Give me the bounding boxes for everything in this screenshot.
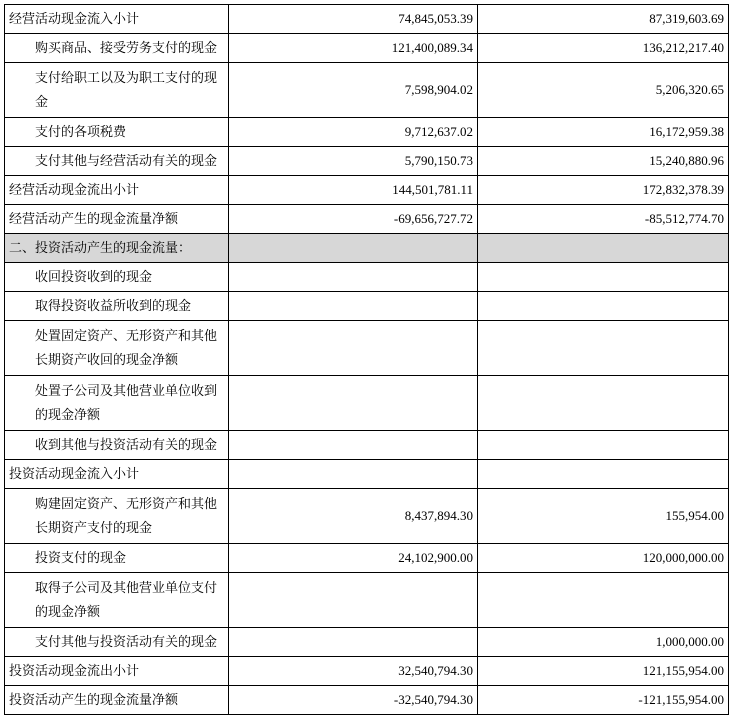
row-label-cell	[5, 628, 229, 657]
table-row	[5, 263, 729, 292]
prior-period-amount	[478, 573, 729, 628]
table-row	[5, 686, 729, 715]
current-period-amount: 9,712,637.02	[229, 118, 478, 147]
prior-period-amount: 121,155,954.00	[478, 657, 729, 686]
current-period-amount	[229, 431, 478, 460]
current-period-amount	[229, 321, 478, 376]
current-period-amount: 7,598,904.02	[229, 63, 478, 118]
prior-period-amount: -85,512,774.70	[478, 205, 729, 234]
row-label: 处置子公司及其他营业单位收到的现金净额	[35, 383, 218, 422]
table-row	[5, 489, 729, 544]
row-label-cell	[5, 5, 229, 34]
row-label-cell	[5, 176, 229, 205]
prior-period-amount	[478, 376, 729, 431]
prior-period-amount: 172,832,378.39	[478, 176, 729, 205]
row-label-cell	[5, 431, 229, 460]
current-period-amount: 74,845,053.39	[229, 5, 478, 34]
row-label-cell	[5, 63, 229, 118]
row-label-cell	[5, 205, 229, 234]
prior-period-amount: 15,240,880.96	[478, 147, 729, 176]
table-row	[5, 657, 729, 686]
prior-period-amount: 87,319,603.69	[478, 5, 729, 34]
prior-period-amount: -121,155,954.00	[478, 686, 729, 715]
row-label-cell	[5, 292, 229, 321]
row-label-cell	[5, 657, 229, 686]
current-period-amount: 8,437,894.30	[229, 489, 478, 544]
prior-period-amount: 120,000,000.00	[478, 544, 729, 573]
cash-flow-statement	[4, 4, 728, 715]
table-row	[5, 460, 729, 489]
row-label-cell	[5, 376, 229, 431]
row-label: 收到其他与投资活动有关的现金	[35, 437, 218, 452]
current-period-amount: 24,102,900.00	[229, 544, 478, 573]
current-period-amount	[229, 376, 478, 431]
prior-period-amount	[478, 321, 729, 376]
row-label: 投资活动现金流入小计	[9, 466, 140, 481]
row-label-cell	[5, 460, 229, 489]
row-label: 支付其他与经营活动有关的现金	[35, 153, 218, 168]
table-row	[5, 34, 729, 63]
table-row	[5, 5, 729, 34]
current-period-amount	[229, 460, 478, 489]
table-row	[5, 63, 729, 118]
row-label: 收回投资收到的现金	[35, 269, 153, 284]
row-label: 支付给职工以及为职工支付的现金	[35, 70, 218, 109]
row-label: 购买商品、接受劳务支付的现金	[35, 40, 218, 55]
row-label: 经营活动产生的现金流量净额	[9, 211, 179, 226]
current-period-amount: -69,656,727.72	[229, 205, 478, 234]
table-row	[5, 544, 729, 573]
prior-period-amount: 1,000,000.00	[478, 628, 729, 657]
table-row	[5, 205, 729, 234]
current-period-amount	[229, 573, 478, 628]
prior-period-amount: 16,172,959.38	[478, 118, 729, 147]
current-period-amount: 5,790,150.73	[229, 147, 478, 176]
row-label-cell	[5, 34, 229, 63]
row-label: 处置固定资产、无形资产和其他长期资产收回的现金净额	[35, 328, 218, 367]
current-period-amount: 121,400,089.34	[229, 34, 478, 63]
row-label-cell	[5, 489, 229, 544]
prior-period-amount	[478, 431, 729, 460]
current-period-amount: -32,540,794.30	[229, 686, 478, 715]
row-label: 投资活动产生的现金流量净额	[9, 692, 179, 707]
row-label: 投资活动现金流出小计	[9, 663, 140, 678]
row-label: 购建固定资产、无形资产和其他长期资产支付的现金	[35, 496, 218, 535]
row-label-cell	[5, 263, 229, 292]
row-label: 支付的各项税费	[35, 124, 127, 139]
table-row	[5, 176, 729, 205]
prior-period-amount	[478, 234, 729, 263]
row-label: 取得投资收益所收到的现金	[35, 298, 192, 313]
table-row	[5, 118, 729, 147]
table-row	[5, 376, 729, 431]
row-label: 取得子公司及其他营业单位支付的现金净额	[35, 580, 218, 619]
row-label-cell	[5, 118, 229, 147]
cash-flow-table-body	[5, 5, 729, 715]
table-row	[5, 628, 729, 657]
current-period-amount: 32,540,794.30	[229, 657, 478, 686]
table-row	[5, 431, 729, 460]
current-period-amount	[229, 292, 478, 321]
row-label-cell	[5, 573, 229, 628]
prior-period-amount: 5,206,320.65	[478, 63, 729, 118]
current-period-amount: 144,501,781.11	[229, 176, 478, 205]
prior-period-amount	[478, 263, 729, 292]
row-label-cell	[5, 686, 229, 715]
row-label: 二、投资活动产生的现金流量：	[9, 240, 192, 255]
prior-period-amount	[478, 292, 729, 321]
row-label-cell	[5, 544, 229, 573]
cash-flow-table	[4, 4, 729, 715]
row-label-cell	[5, 321, 229, 376]
row-label: 支付其他与投资活动有关的现金	[35, 634, 218, 649]
row-label: 经营活动现金流出小计	[9, 182, 140, 197]
table-row	[5, 321, 729, 376]
prior-period-amount: 136,212,217.40	[478, 34, 729, 63]
table-row	[5, 147, 729, 176]
prior-period-amount	[478, 460, 729, 489]
row-label-cell	[5, 147, 229, 176]
row-label: 经营活动现金流入小计	[9, 11, 140, 26]
prior-period-amount: 155,954.00	[478, 489, 729, 544]
current-period-amount	[229, 628, 478, 657]
section-header-row	[5, 234, 729, 263]
row-label-cell	[5, 234, 229, 263]
table-row	[5, 573, 729, 628]
current-period-amount	[229, 234, 478, 263]
current-period-amount	[229, 263, 478, 292]
row-label: 投资支付的现金	[35, 550, 127, 565]
table-row	[5, 292, 729, 321]
